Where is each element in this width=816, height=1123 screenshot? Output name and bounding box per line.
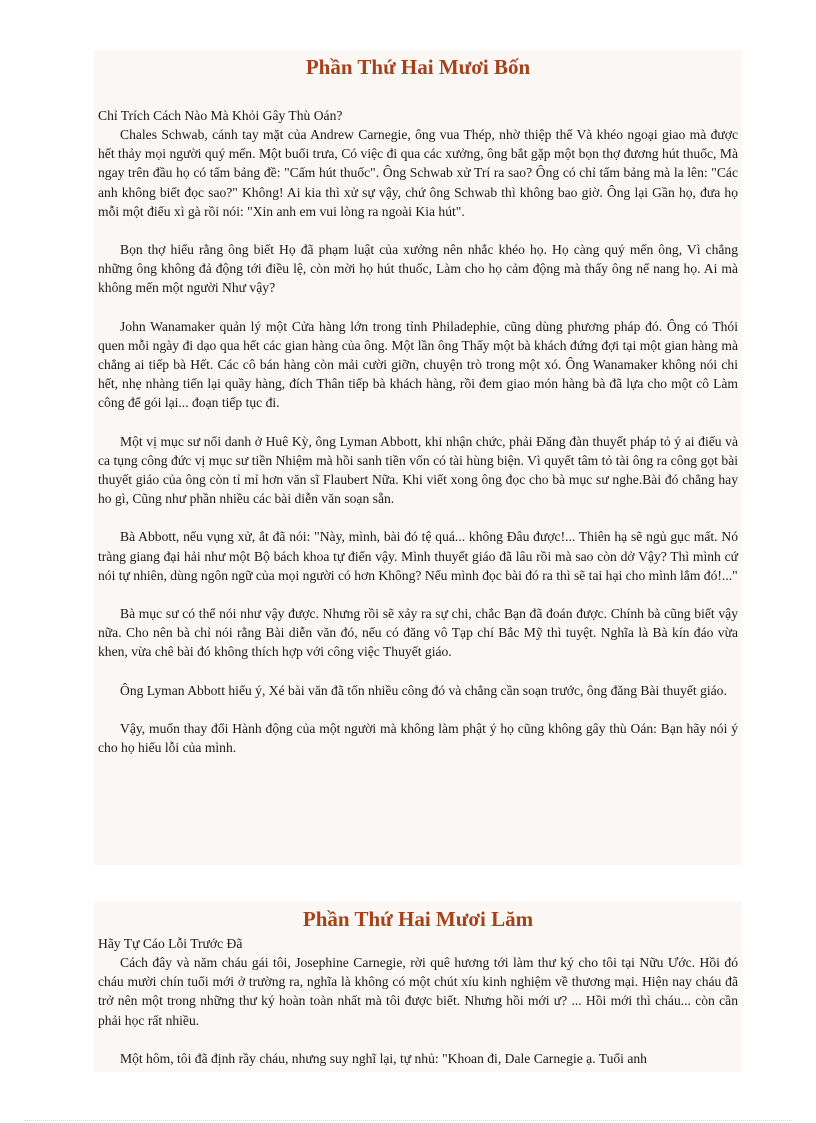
paragraph: Chales Schwab, cánh tay mặt của Andrew Carnegie, ông vua Thép, nhờ thiệp thế Và khéo ngoại giao mà được hết thảy mọi người quý mến. Một buổi trưa, Có việc đi qua các xưởng, ông bắt gặp một bọn thợ đương hút thuốc, Mà ngay trên đầu họ có tấm bảng đề: "Cấm hút thuốc". Ông Schwab xử Trí ra sao? Ông có chỉ tấm bảng mà la lên: "Các anh không biết đọc sao?" Không! Ai kia thì xử sự vậy, chứ ông Schwab thì không bao giờ. Ông lại Gần họ, đưa họ mỗi một điếu xì gà rồi nói: "Xin anh em vui lòng ra ngoài Kia hút". xyxy=(98,127,738,219)
paragraph: Bà Abbott, nếu vụng xử, ắt đã nói: "Này, mình, bài đó tệ quá... không Đâu được!... Thiên hạ sẽ ngủ gục mất. Nó tràng giang đại hải như một Bộ bách khoa tự điển vậy. Mình thuyết giáo đã lâu rồi mà sao còn dở Vậy? Thì mình cứ nói tự nhiên, dùng ngôn ngữ của mọi người có hơn Không? Nếu mình đọc bài đó ra thì sẽ tai hại cho mình lắm đó!..." xyxy=(98,529,738,583)
paragraph: Vậy, muốn thay đổi Hành động của một người mà không làm phật ý họ cũng không gây thù Oán: Bạn hãy nói ý cho họ hiểu lỗi của mình. xyxy=(98,720,738,756)
chapter-24-panel xyxy=(94,50,742,865)
paragraph: Một vị mục sư nổi danh ở Huê Kỳ, ông Lyman Abbott, khi nhận chức, phải Đăng đàn thuyết pháp tỏ ý ai điếu và ca tụng công đức vị mục sư tiền Nhiệm mà hồi sanh tiền vốn có tài hùng biện. Vì quyết tâm tỏ tài ông ra công gọt bài thuyết giáo của ông còn tỉ mỉ hơn văn sĩ Flaubert Nữa. Khi viết xong ông đọc cho bà mục sư nghe.Bài đó chẳng hay ho gì, Cũng như phần nhiều các bài diễn văn soạn sẵn. xyxy=(98,433,738,507)
chapter-25-subtitle: Hãy Tự Cáo Lỗi Trước Đã xyxy=(98,936,243,951)
paragraph: Cách đây và năm cháu gái tôi, Josephine Carnegie, rời quê hương tới làm thư ký cho tôi tại Nữu Ước. Hồi đó cháu mười chín tuổi mới ở trường ra, nghĩa là không có một chút xíu kinh nghiệm về thương mại. Hiện nay cháu đã trở nên một trong những thư ký hoàn toàn nhất mà tôi được biết. Nhưng hồi mới ư? ... Hồi mới thì cháu... còn cần phải học rất nhiều. xyxy=(98,955,738,1028)
paragraph: Một hôm, tôi đã định rầy cháu, nhưng suy nghĩ lại, tự nhủ: "Khoan đi, Dale Carnegie ạ. Tuổi anh xyxy=(120,1050,647,1066)
paragraph: John Wanamaker quản lý một Cửa hàng lớn trong tỉnh Philadephie, cũng dùng phương pháp đó. Ông có Thói quen mỗi ngày đi dạo qua hết các gian hàng của ông. Một lần ông Thấy một bà khách đứng đợi tại một gian hàng mà chẳng ai tiếp bà Hết. Các cô bán hàng còn mải cười giỡn, chuyện trò trong một xó. Ông Wanamaker không nói chi hết, nhẹ nhàng tiến lại quầy hàng, đích Thân tiếp bà khách hàng, rồi đem giao món hàng bà đã lựa cho một cô Làm công để gói lại... đoạn tiếp tục đi. xyxy=(98,318,738,411)
chapter-24-subtitle: Chỉ Trích Cách Nào Mà Khỏi Gây Thù Oán? xyxy=(98,108,343,123)
chapter-25-heading: Phần Thứ Hai Mươi Lăm xyxy=(302,907,534,931)
chapter-24-heading: Phần Thứ Hai Mươi Bốn xyxy=(305,55,531,79)
paragraph: Ông Lyman Abbott hiểu ý, Xé bài văn đã tốn nhiều công đó và chẳng cần soạn trước, ông đăng Bài thuyết giáo. xyxy=(120,682,727,698)
paragraph: Bọn thợ hiểu rằng ông biết Họ đã phạm luật của xưởng nên nhắc khéo họ. Họ càng quý mến ông, Vì chẳng những ông không đả động tới điều lệ, còn mời họ hút thuốc, Làm cho họ cảm động mà thấy ông nể nang họ. Ai mà không mến một người Như vậy? xyxy=(98,242,738,296)
chapter-25-panel xyxy=(94,902,742,1072)
paragraph: Bà mục sư có thể nói như vậy được. Nhưng rồi sẽ xảy ra sự chi, chắc Bạn đã đoán được. Chính bà cũng biết vậy nữa. Cho nên bà chỉ nói rằng Bài diễn văn đó, nếu có đăng vô Tạp chí Bắc Mỹ thì tuyệt. Nghĩa là Bà kín đáo vừa khen, vừa chê bài đó không thích hợp với công việc Thuyết giáo. xyxy=(98,606,738,660)
footer-divider xyxy=(24,1120,792,1121)
